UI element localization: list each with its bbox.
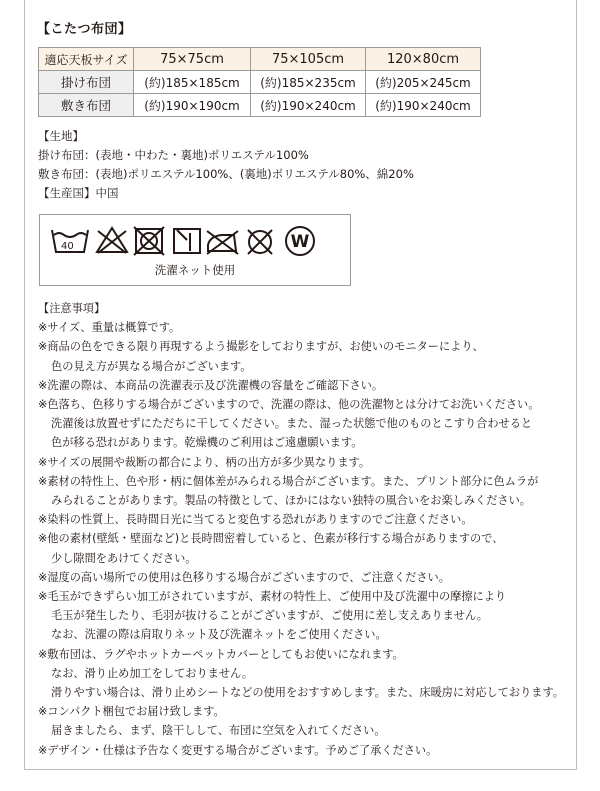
note-line: みられることがあります。製品の特徴として、ほかにはない独特の風合いをお楽しみください。 bbox=[51, 494, 531, 508]
material-line: 敷き布団：(表地)ポリエステル100%、(裏地)ポリエステル80%、綿20% bbox=[38, 167, 414, 181]
material-line: 掛け布団：(表地・中わた・裏地)ポリエステル100% bbox=[38, 148, 309, 162]
material-heading: 【生地】 bbox=[38, 129, 84, 143]
note-line: ※コンパクト梱包でお届け致します。 bbox=[38, 705, 225, 719]
table-row bbox=[39, 94, 481, 117]
notes-section bbox=[38, 299, 564, 760]
note-line: ※敷布団は、ラグやホットカーペットカバーとしてもお使いになれます。 bbox=[38, 647, 404, 661]
note-line: 届きましたら、まず、陰干しして、布団に空気を入れてください。 bbox=[51, 724, 386, 738]
size-cell: (約)185×185cm bbox=[134, 71, 251, 94]
no-bleach-icon bbox=[97, 228, 127, 253]
row-label: 敷き布団 bbox=[39, 94, 134, 117]
care-symbols bbox=[50, 223, 342, 259]
no-dry-clean-icon bbox=[248, 230, 272, 254]
no-iron-icon bbox=[207, 231, 238, 254]
size-cell: (約)205×245cm bbox=[366, 71, 481, 94]
notes-list bbox=[38, 318, 564, 760]
wet-clean-letter: W bbox=[290, 232, 310, 252]
note-line: ※洗濯の際は、本商品の洗濯表示及び洗濯機の容量をご確認下さい。 bbox=[38, 378, 384, 392]
note-line: ※毛玉ができずらい加工がされていますが、素材の特性上、ご使用中及び洗濯中の摩擦により bbox=[38, 590, 507, 604]
size-cell: (約)185×235cm bbox=[251, 71, 366, 94]
note-line: ※色落ち、色移りする場合がございますので、洗濯の際は、他の洗濯物とは分けてお洗いください。 bbox=[38, 398, 540, 412]
note-line: ※湿度の高い場所での使用は色移りする場合がございますので、ご注意ください。 bbox=[38, 570, 450, 584]
wash-temp-text: 40 bbox=[61, 241, 74, 252]
note-line: なお、滑り止め加工をしておりません。 bbox=[51, 666, 254, 680]
note-line: ※他の素材(壁紙・壁面など)と長時間密着していると、色素が移行する場合がありますので、 bbox=[38, 532, 504, 546]
size-table-header-cell: 75×75cm bbox=[134, 48, 251, 71]
care-caption: 洗濯ネット使用 bbox=[154, 263, 236, 277]
note-line: ※サイズの展開や裁断の都合により、柄の出方が多少異なります。 bbox=[38, 455, 371, 469]
size-cell: (約)190×240cm bbox=[251, 94, 366, 117]
row-label: 掛け布団 bbox=[39, 71, 134, 94]
note-line: ※商品の色をできる限り再現するよう撮影をしておりますが、お使いのモニターにより、 bbox=[38, 340, 484, 354]
note-line: 少し隙間をあけてください。 bbox=[51, 551, 197, 565]
size-cell: (約)190×240cm bbox=[366, 94, 481, 117]
note-line: 色が移る恐れがあります。乾燥機のご利用はご遠慮願います。 bbox=[51, 436, 363, 450]
material-section bbox=[38, 127, 414, 203]
table-row bbox=[39, 71, 481, 94]
note-line: 滑りやすい場合は、滑り止めシートなどの使用をおすすめします。また、床暖房に対応しております。 bbox=[51, 686, 564, 700]
line-dry-shade-icon bbox=[174, 229, 200, 253]
size-table-header-row bbox=[39, 48, 481, 71]
note-line: ※サイズ、重量は概算です。 bbox=[38, 321, 181, 335]
size-cell: (約)190×190cm bbox=[134, 94, 251, 117]
size-table-header-cell: 120×80cm bbox=[366, 48, 481, 71]
size-table-header-cell: 75×105cm bbox=[251, 48, 366, 71]
notes-heading: 【注意事項】 bbox=[38, 302, 106, 315]
note-line: 毛玉が発生したり、毛羽が抜けることがございますが、ご使用に差し支えありません。 bbox=[51, 609, 488, 623]
note-line: ※染料の性質上、長時間日光に当てると変色する恐れがありますのでご注意ください。 bbox=[38, 513, 473, 527]
no-tumble-dry-icon bbox=[134, 227, 164, 255]
section-title: 【こたつ布団】 bbox=[37, 22, 132, 37]
size-table bbox=[38, 47, 481, 117]
size-table-header-cell: 適応天板サイズ bbox=[39, 48, 134, 71]
origin-line: 【生産国】中国 bbox=[38, 186, 119, 200]
care-label-box bbox=[39, 214, 351, 286]
note-line: ※デザイン・仕様は予告なく変更する場合がございます。予めご了承ください。 bbox=[38, 743, 438, 757]
note-line: 色の見え方が異なる場合がございます。 bbox=[51, 359, 252, 373]
note-line: 洗濯後は放置せずにただちに干してください。また、湿った状態で他のものとこすり合わせると bbox=[51, 417, 533, 431]
note-line: ※素材の特性上、色や形・柄に個体差がみられる場合がございます。また、プリント部分に色ムラが bbox=[38, 474, 539, 488]
note-line: なお、洗濯の際は肩取りネット及び洗濯ネットをご使用ください。 bbox=[51, 628, 387, 642]
